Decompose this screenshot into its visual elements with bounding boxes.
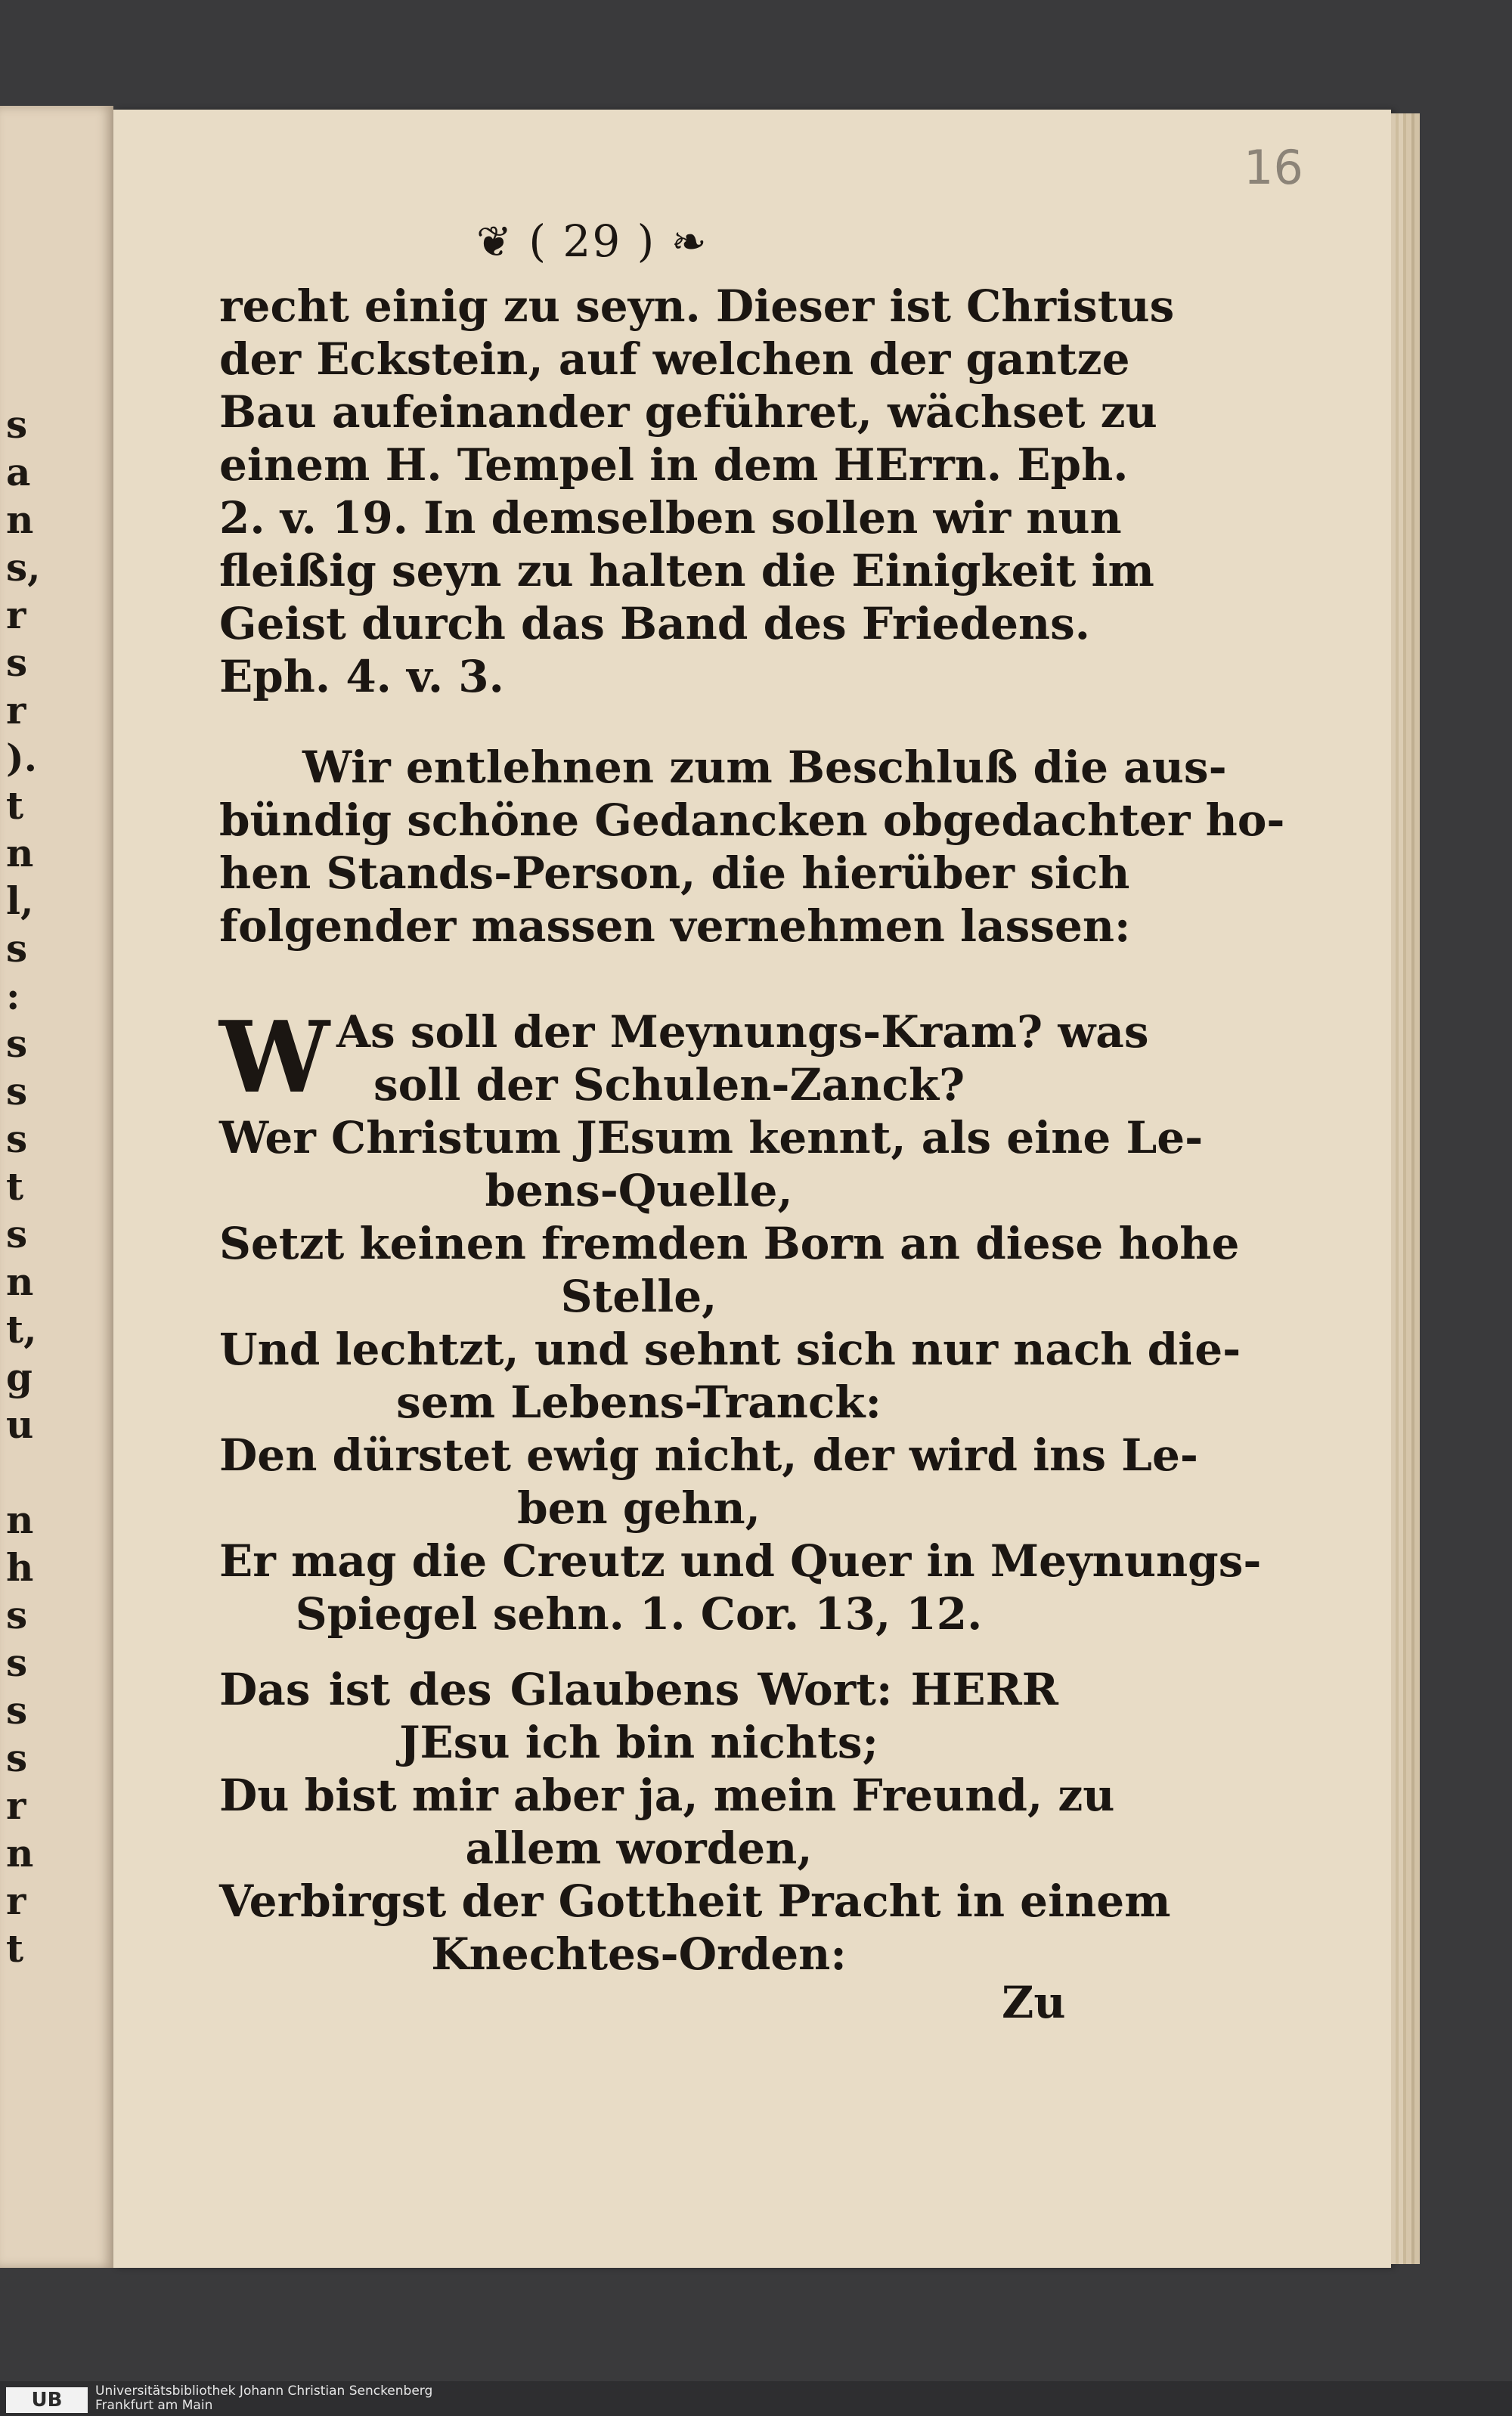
fragment: s bbox=[6, 1021, 28, 1066]
text-line: 2. v. 19. In demselben sollen wir nun bbox=[219, 492, 1122, 544]
text-line: folgender massen vernehmen lassen: bbox=[219, 900, 1131, 952]
poem-line: JEsu ich bin nichts; bbox=[399, 1717, 878, 1768]
poem-line: Setzt keinen fremden Born an diese hohe bbox=[219, 1218, 1240, 1269]
poem-line: Er mag die Creutz und Quer in Meynungs- bbox=[219, 1535, 1262, 1587]
fragment: n bbox=[6, 831, 34, 875]
fragment: r bbox=[6, 688, 26, 733]
paragraph-2 bbox=[219, 741, 1285, 952]
fragment: s bbox=[6, 1069, 28, 1114]
fragment: n bbox=[6, 1831, 34, 1875]
poem-line: Du bist mir aber ja, mein Freund, zu bbox=[219, 1770, 1115, 1821]
ornament-left-icon: ❦ bbox=[476, 218, 513, 267]
fragment: h bbox=[6, 1545, 34, 1590]
poem-line: Verbirgst der Gottheit Pracht in einem bbox=[219, 1875, 1171, 1927]
text-line: der Eckstein, auf welchen der gantze bbox=[219, 333, 1130, 385]
page-body bbox=[219, 280, 1285, 1981]
poem-line: Knechtes-Orden: bbox=[431, 1928, 847, 1980]
poem-stanza-1 bbox=[219, 999, 1262, 1640]
fragment: r bbox=[6, 1879, 26, 1923]
text-line: Geist durch das Band des Friedens. bbox=[219, 598, 1090, 649]
poem-line: Das ist des Glaubens Wort: HERR bbox=[219, 1664, 1058, 1715]
institution-credit bbox=[95, 2384, 432, 2413]
fragment: t, bbox=[6, 1307, 37, 1352]
text-line: Eph. 4. v. 3. bbox=[219, 651, 504, 702]
fragment: r bbox=[6, 1783, 26, 1828]
fragment: a bbox=[6, 450, 31, 494]
text-line: Bau aufeinander geführet, wächset zu bbox=[219, 386, 1157, 438]
fragment: s bbox=[6, 1736, 28, 1780]
poem-line: Wer Christum JEsum kennt, als eine Le- bbox=[219, 1112, 1204, 1163]
page-number: ( 29 ) bbox=[528, 215, 656, 267]
poem-line: Den dürstet ewig nicht, der wird ins Le- bbox=[219, 1429, 1198, 1481]
fragment: s, bbox=[6, 545, 41, 590]
poem-line: Spiegel sehn. 1. Cor. 13, 12. bbox=[295, 1588, 983, 1640]
poem-line: bens-Quelle, bbox=[485, 1165, 793, 1216]
fragment: t bbox=[6, 1926, 24, 1971]
poem-line: Und lechtzt, und sehnt sich nur nach die- bbox=[219, 1324, 1241, 1375]
ornament-right-icon: ❧ bbox=[671, 218, 708, 267]
text-line: Wir entlehnen zum Beschluß die aus- bbox=[302, 742, 1227, 793]
fragment bbox=[6, 1448, 89, 1496]
left-page-line-fragments bbox=[6, 401, 89, 1972]
fragment: r bbox=[6, 593, 26, 637]
fragment: s bbox=[6, 1640, 28, 1685]
fragment: n bbox=[6, 497, 34, 542]
fragment: n bbox=[6, 1498, 34, 1542]
page-stack-edge bbox=[1391, 113, 1420, 2264]
fragment: : bbox=[6, 974, 20, 1018]
fragment: g bbox=[6, 1355, 33, 1399]
text-line: einem H. Tempel in dem HErrn. Eph. bbox=[219, 439, 1129, 491]
poem-line: As soll der Meynungs-Kram? was bbox=[336, 1006, 1149, 1058]
drop-cap: W bbox=[219, 999, 330, 1115]
catchword: Zu bbox=[1002, 1977, 1066, 2028]
fragment: s bbox=[6, 402, 28, 447]
text-line: hen Stands-Person, die hierüber sich bbox=[219, 847, 1130, 899]
fragment: s bbox=[6, 1688, 28, 1733]
poem-line: allem worden, bbox=[465, 1823, 813, 1874]
fragment: u bbox=[6, 1402, 34, 1447]
text-line: fleißig seyn zu halten die Einigkeit im bbox=[219, 545, 1154, 596]
poem-line: Stelle, bbox=[560, 1271, 717, 1322]
footer-bar bbox=[0, 2381, 1512, 2416]
text-line: recht einig zu seyn. Dieser ist Christus bbox=[219, 280, 1175, 332]
fragment: l, bbox=[6, 878, 34, 923]
fragment: t bbox=[6, 783, 24, 828]
facing-left-page bbox=[0, 106, 113, 2268]
poem-stanza-2 bbox=[219, 1663, 1171, 1981]
running-head bbox=[476, 215, 708, 267]
fragment: s bbox=[6, 1117, 28, 1161]
library-logo: UB bbox=[6, 2387, 88, 2413]
fragment: s bbox=[6, 1593, 28, 1637]
paragraph-1 bbox=[219, 280, 1175, 703]
fragment: ). bbox=[6, 736, 38, 780]
fragment: s bbox=[6, 1212, 28, 1256]
fragment: n bbox=[6, 1259, 34, 1304]
fragment: s bbox=[6, 640, 28, 685]
fragment: s bbox=[6, 926, 28, 971]
text-line: bündig schöne Gedancken obgedachter ho- bbox=[219, 794, 1285, 846]
poem-line: soll der Schulen-Zanck? bbox=[373, 1059, 965, 1110]
poem-line: sem Lebens-Tranck: bbox=[396, 1377, 881, 1428]
pencil-folio-number: 16 bbox=[1244, 140, 1303, 195]
poem-line: ben gehn, bbox=[517, 1482, 761, 1534]
institution-line-1: Universitätsbibliothek Johann Christian Senckenberg bbox=[95, 2383, 433, 2399]
fragment: t bbox=[6, 1164, 24, 1209]
institution-line-2: Frankfurt am Main bbox=[95, 2398, 213, 2413]
